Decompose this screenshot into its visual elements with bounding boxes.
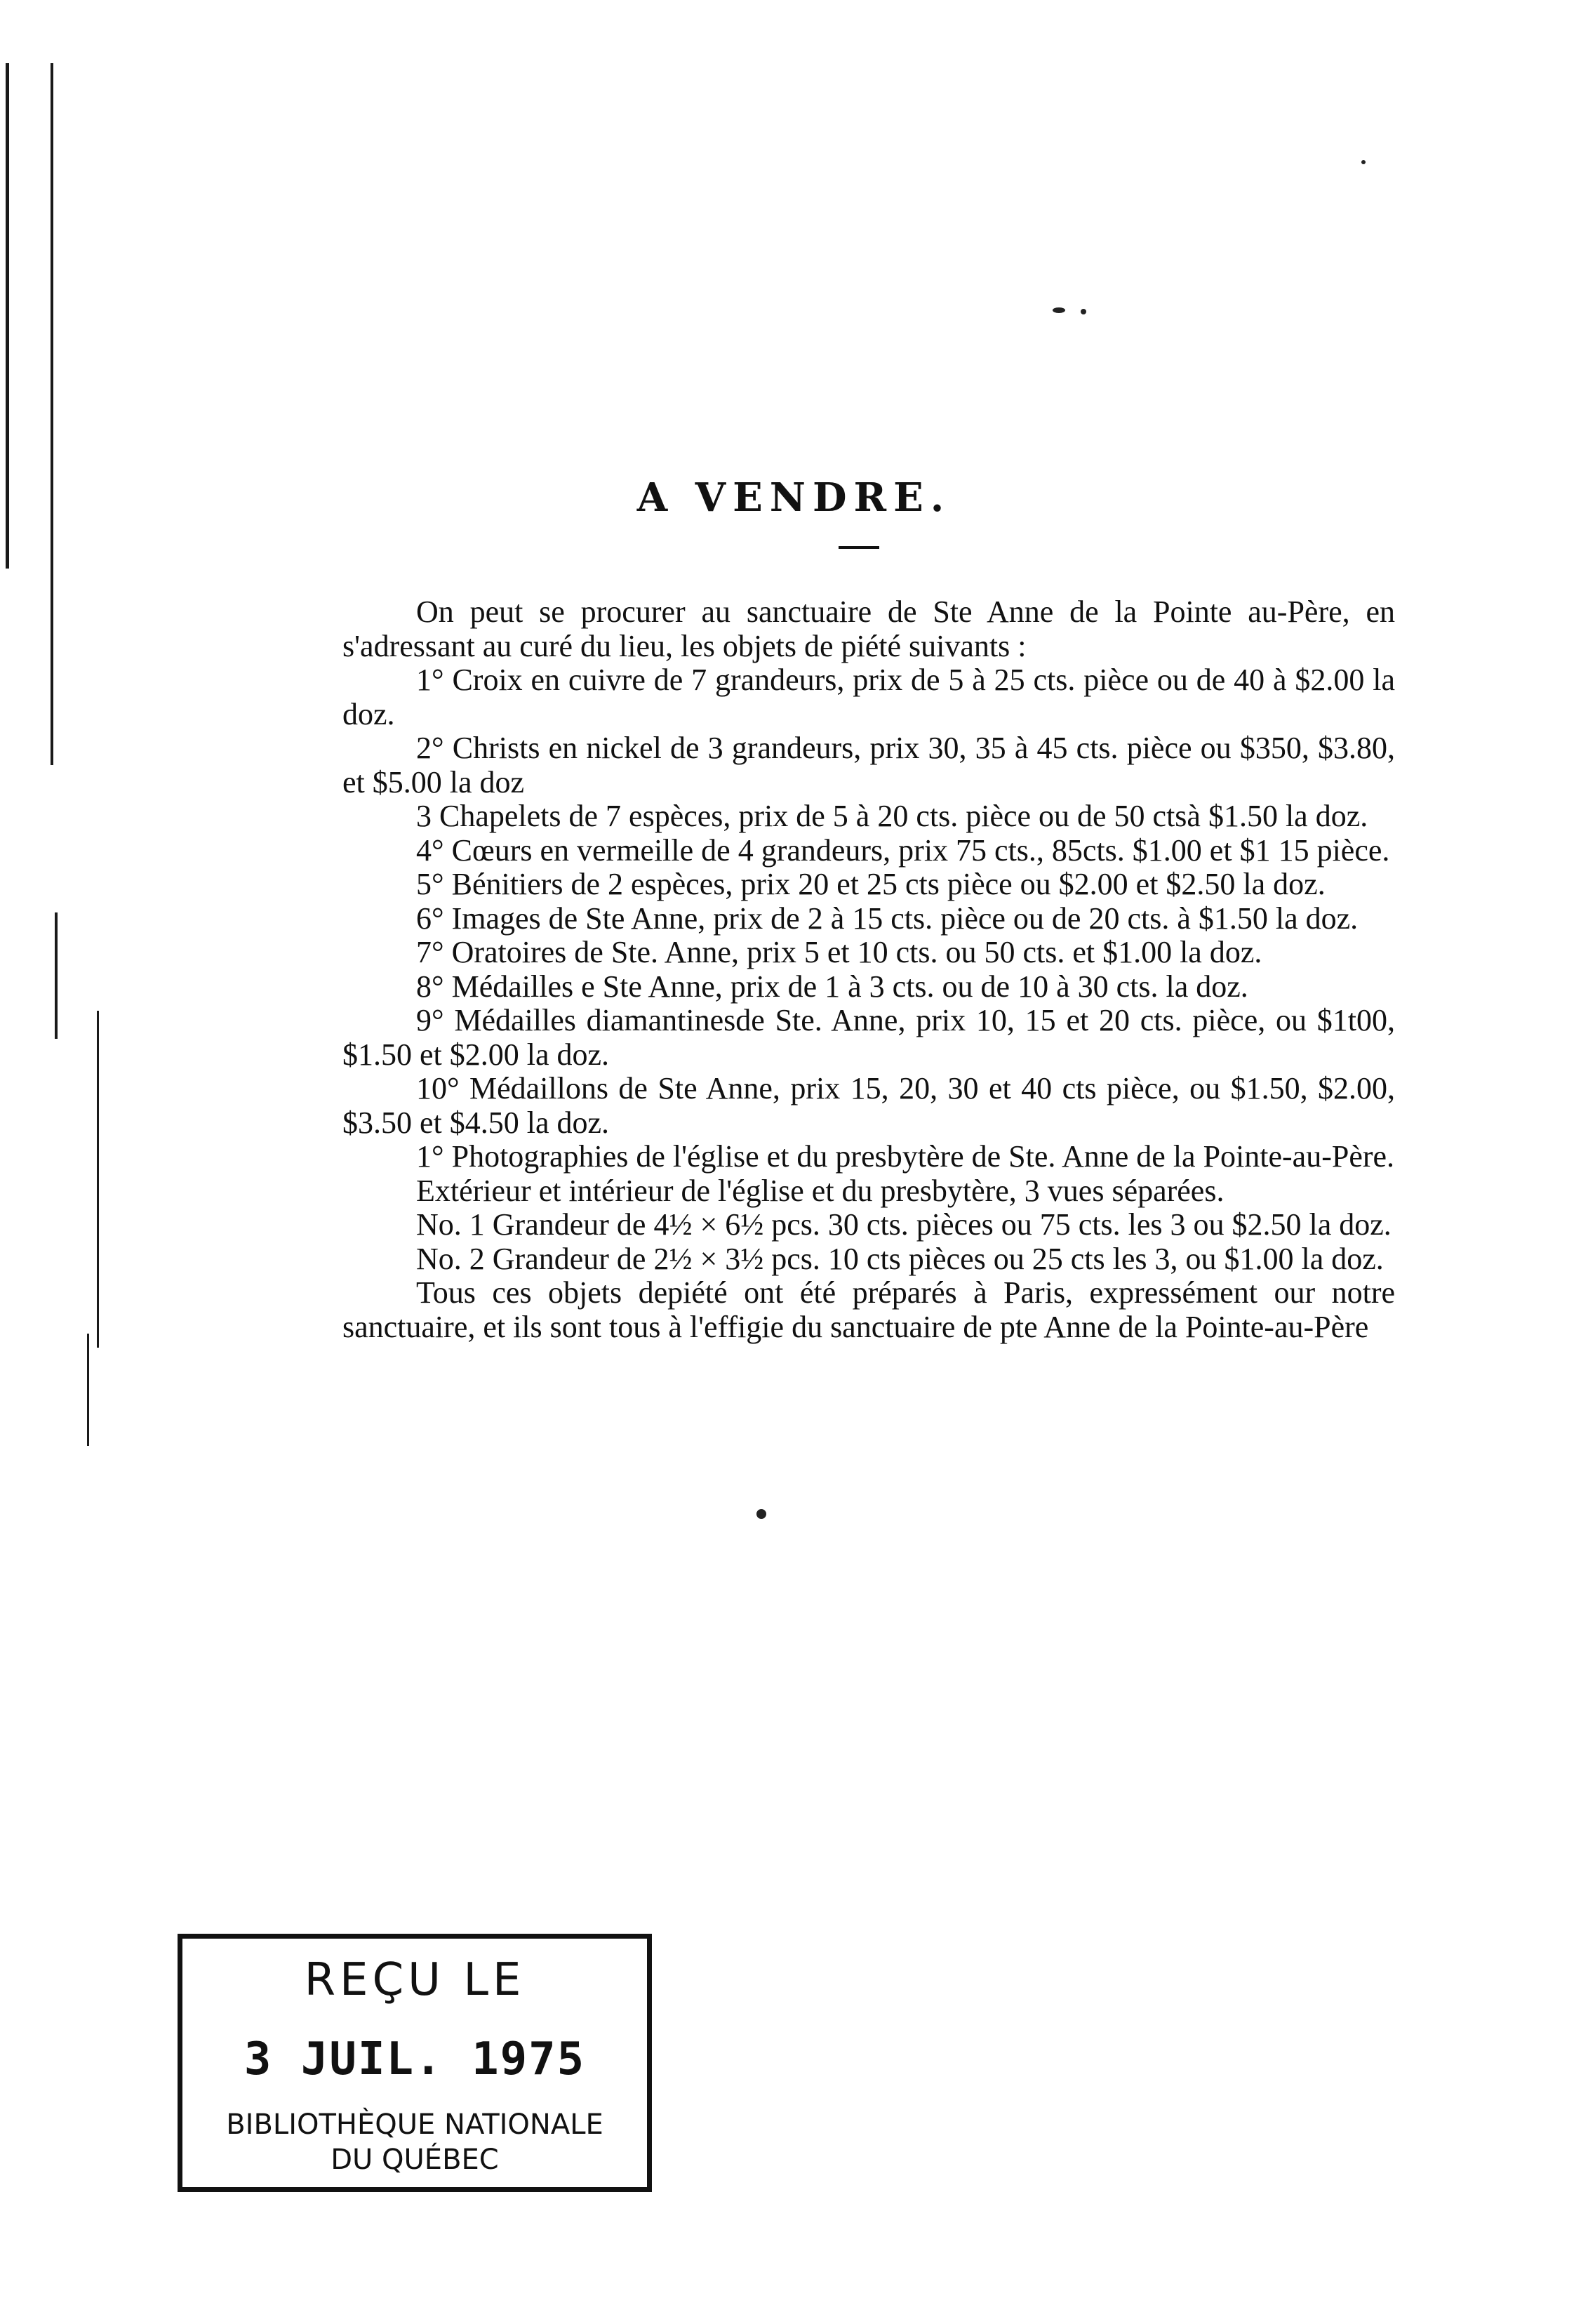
- document-title: A VENDRE.: [636, 474, 952, 521]
- paragraph: 10° Médaillons de Ste Anne, prix 15, 20, 30 et 40 cts pièce, ou $1.50, $2.00, $3.50 et $4.50 la doz.: [342, 1071, 1395, 1140]
- scan-speck: [1361, 160, 1366, 164]
- scan-speck: [1053, 307, 1065, 313]
- paragraph: No. 1 Grandeur de 4½ × 6½ pcs. 30 cts. pièces ou 75 cts. les 3 ou $2.50 la doz.: [416, 1207, 1392, 1242]
- scan-edge-mark: [97, 1011, 99, 1348]
- stamp-date: 3 JUIL. 1975: [243, 2033, 586, 2085]
- scan-edge-mark: [87, 1334, 89, 1446]
- paragraph: 7° Oratoires de Ste. Anne, prix 5 et 10 cts. ou 50 cts. et $1.00 la doz.: [416, 935, 1262, 969]
- paragraph: 4° Cœurs en vermeille de 4 grandeurs, prix 75 cts., 85cts. $1.00 et $1 15 pièce.: [416, 832, 1390, 868]
- received-stamp: [178, 1934, 652, 2192]
- scan-speck: [1081, 309, 1086, 314]
- paragraph: 1° Photographies de l'église et du presbytère de Ste. Anne de la Pointe-au-Père.: [416, 1139, 1395, 1174]
- scan-edge-mark: [55, 912, 58, 1039]
- paragraph: On peut se procurer au sanctuaire de Ste Anne de la Pointe au-Père, en s'adressant au curé du lieu, les objets de piété suivants :: [342, 595, 1395, 663]
- paragraph: 9° Médailles diamantinesde Ste. Anne, prix 10, 15 et 20 cts. pièce, ou $1t00, $1.50 et $2.00 la doz.: [342, 1003, 1395, 1072]
- paragraph: 3 Chapelets de 7 espèces, prix de 5 à 20 cts. pièce ou de 50 ctsà $1.50 la doz.: [416, 799, 1368, 833]
- stamp-institution: BIBLIOTHÈQUE NATIONALE: [226, 2109, 603, 2141]
- scan-speck: [756, 1509, 766, 1519]
- stamp-institution-region: DU QUÉBEC: [331, 2144, 499, 2176]
- paragraph: No. 2 Grandeur de 2½ × 3½ pcs. 10 cts pièces ou 25 cts les 3, ou $1.00 la doz.: [416, 1241, 1384, 1276]
- paragraph: 1° Croix en cuivre de 7 grandeurs, prix de 5 à 25 cts. pièce ou de 40 à $2.00 la doz.: [342, 663, 1395, 731]
- paragraph: 2° Christs en nickel de 3 grandeurs, prix 30, 35 à 45 cts. pièce ou $350, $3.80, et $5.00 la doz: [342, 731, 1395, 799]
- scan-edge-mark: [51, 63, 53, 765]
- paragraph: 5° Bénitiers de 2 espèces, prix 20 et 25 cts pièce ou $2.00 et $2.50 la doz.: [416, 867, 1326, 901]
- paragraph: Extérieur et intérieur de l'église et du presbytère, 3 vues séparées.: [416, 1173, 1225, 1208]
- paragraph: 6° Images de Ste Anne, prix de 2 à 15 cts. pièce ou de 20 cts. à $1.50 la doz.: [416, 901, 1359, 936]
- paragraph: 8° Médailles e Ste Anne, prix de 1 à 3 cts. ou de 10 à 30 cts. la doz.: [416, 969, 1248, 1004]
- stamp-heading: REÇU LE: [304, 1954, 526, 2006]
- paragraph: Tous ces objets depiété ont été préparés à Paris, expressément our notre sanctuaire, et ils sont tous à l'effigie du sanctuaire de pte Anne de la Pointe-au-Père: [342, 1275, 1395, 1344]
- document-body: [342, 595, 1395, 1344]
- title-divider: [839, 546, 879, 549]
